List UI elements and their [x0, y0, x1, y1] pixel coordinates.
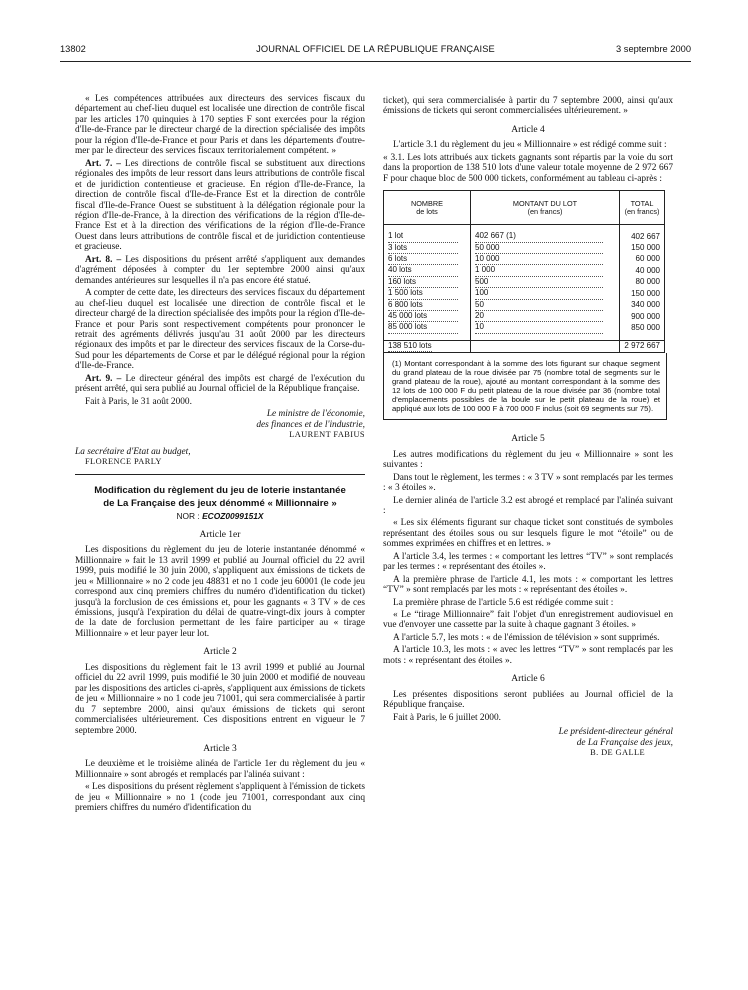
lot-count: 6 lots	[384, 254, 471, 265]
secretary-title: La secrétaire d'Etat au budget,	[75, 446, 191, 457]
article-8-text: Les dispositions du présent arrêté s'appliquent aux demandes d'agrément déposées à compter du 1er septembre 2000 ainsi qu'aux demandes antérieures sur lesquelles il n'a pas encore été statué.	[75, 254, 365, 286]
signature-title-line-2: des finances et de l'industrie,	[256, 419, 365, 430]
table-row	[384, 288, 665, 299]
signature-title-line-1: Le ministre de l'économie,	[266, 409, 365, 420]
total-lots: 138 510 lots	[384, 340, 471, 352]
section-divider	[75, 474, 365, 475]
table-row	[384, 322, 665, 333]
article-5-p1: Les autres modifications du règlement du jeu « Millionnaire » sont les suivantes :	[383, 449, 673, 471]
lot-count: 85 000 lots	[384, 322, 471, 333]
compter-paragraph: A compter de cette date, les directeurs des services fiscaux du département au chef-lieu duquel est localisée une direction de contrôle fiscal et le directeur chargé de la direction spécialisée des impôts pour la région d'Ile-de-France et pour Paris sont respectivement compétents pour prononcer le retrait des agréments délivrés jusqu'au 31 août 2000 par les directeurs régionaux des impôts et par le directeur des services fiscaux de la Corse-du-Sud pour les départements de Corse et par le délégué régional pour la région d'Ile-de-France.	[75, 288, 365, 372]
article-5-p7: La première phrase de l'article 5.6 est rédigée comme suit :	[393, 597, 614, 608]
lot-amount: 50 000	[471, 243, 620, 254]
article-8	[75, 255, 365, 286]
page-number: 13802	[60, 44, 86, 54]
article-5-p4: « Les six éléments figurant sur chaque ticket sont constitués de symboles représentant des étoiles sous ou sur lesquels figure le mot “étoile” ou de sommes exprimées en chiffres et en lettres. »	[383, 518, 673, 550]
left-column	[75, 94, 365, 816]
total-amount: 2 972 667	[620, 340, 665, 352]
issue-date: 3 septembre 2000	[616, 44, 691, 54]
article-7-label: Art. 7. –	[85, 158, 121, 169]
decree-title-line-2: de La Française des jeux dénommé « Millionnaire »	[103, 498, 337, 510]
lot-amount: 10	[471, 322, 620, 333]
article-2-title: Article 2	[203, 647, 237, 658]
lot-count: 1 lot	[384, 231, 471, 242]
lot-count: 40 lots	[384, 265, 471, 276]
article-4-title: Article 4	[511, 124, 545, 135]
nor-reference	[75, 511, 365, 521]
lot-total: 850 000	[631, 322, 660, 332]
table-row	[384, 311, 665, 322]
col-header-montant: MONTANT DU LOT (en francs)	[471, 191, 620, 225]
article-4-text: L'article 3.1 du règlement du jeu « Millionnaire » est rédigé comme suit :	[393, 140, 667, 151]
lot-amount: 100	[471, 288, 620, 299]
lot-amount: 500	[471, 277, 620, 288]
lot-total: 150 000	[631, 243, 660, 253]
article-5-p5: A l'article 3.4, les termes : « comportant les lettres “TV” » sont remplacés par les termes : « représentant des étoiles ».	[383, 551, 673, 573]
article-4-quote: « 3.1. Les lots attribués aux tickets gagnants sont répartis par la voie du sort dans la proportion de 138 510 lots d'une valeur totale moyenne de 2 972 667 F pour chaque bloc de 500 000 tickets, conformément au tableau ci-après :	[383, 152, 673, 184]
lot-count: 160 lots	[384, 277, 471, 288]
article-7-text: Les directions de contrôle fiscal se substituent aux directions régionales des impôts de leur ressort dans leurs attributions de contrôle fiscal et de juridiction contentieuse et gracieuse. En région d'Ile-de-France, la direction de contrôle fiscal d'Ile-de-France Est et la direction de contrôle fiscal d'Ile-de-France Ouest se substituent à la délégation régionale pour la région d'Ile-de-France, à la direction des vérifications de la région d'Ile-de-France Est et à la direction des vérifications de la région d'Ile-de-France Ouest dans leurs attributions de contrôle fiscal et de juridiction contentieuse et gracieuse.	[75, 158, 365, 253]
table-row	[384, 254, 665, 265]
signature-name-1: LAURENT FABIUS	[289, 430, 365, 440]
table-row	[384, 277, 665, 288]
table-row	[384, 265, 665, 276]
table-row	[384, 243, 665, 254]
article-7	[75, 159, 365, 253]
article-5-p8: « Le “tirage Millionnaire” fait l'objet d'un enregistrement audiovisuel en vue d'envoyer une cassette par la suite à chaque gagnant 3 étoiles. »	[383, 610, 673, 631]
nor-code: ECOZ0099151X	[202, 511, 264, 522]
fait-a-paris-2: Fait à Paris, le 6 juillet 2000.	[393, 712, 501, 723]
article-6-text: Les présentes dispositions seront publiées au Journal officiel de la République française.	[383, 689, 673, 711]
article-3-quote-continued: ticket), qui sera commercialisée à partir du 7 septembre 2000, ainsi qu'aux émissions de tickets qui seront commercialisées ultérieurement. »	[383, 96, 673, 117]
article-9	[75, 374, 365, 395]
lot-total: 340 000	[631, 300, 660, 310]
signature-2-title-line-2: de La Française des jeux,	[576, 737, 673, 748]
page-header	[60, 44, 691, 58]
col-header-nombre: NOMBRE de lots	[384, 191, 471, 225]
article-2-text: Les dispositions du règlement fait le 13 avril 1999 et publié au Journal officiel du 22 avril 1999, puis modifié le 30 juin 2000 et modifié de nouveau par les dispositions des articles ci-après, s'appliquent aux émissions de tickets de jeu « Millionnaire » no 1 code jeu 71001, qui sera commercialisée à partir du 7 septembre 2000, ainsi qu'aux émissions de tickets qui seront commercialisées ultérieurement. Ces dispositions entrent en vigueur le 7 septembre 2000.	[75, 662, 365, 736]
journal-title: JOURNAL OFFICIEL DE LA RÉPUBLIQUE FRANÇAISE	[256, 44, 495, 54]
nor-label: NOR :	[176, 511, 200, 522]
table-footnote: (1) Montant correspondant à la somme des lots figurant sur chaque segment du grand plateau de la roue divisée par 75 (nombre total de segments sur le grand plateau de la roue), ajouté au montant correspondant à la somme des 12 lots de 100 000 F du petit plateau de la roue divisée par 36 (nombre total d'emplacements possibles de la boule sur le petit plateau de la roue) et appliqué aux lots de 100 000 F à 700 000 F inclus (soit 69 segments sur 75).	[383, 353, 667, 420]
article-1-title: Article 1er	[199, 529, 241, 540]
lot-count: 3 lots	[384, 243, 471, 254]
right-column	[383, 96, 673, 763]
decree-title-line-1: Modification du règlement du jeu de loterie instantanée	[94, 485, 346, 497]
lot-total: 900 000	[631, 311, 660, 321]
signature-2-title-line-1: Le président-directeur général	[558, 727, 673, 738]
article-6-title: Article 6	[511, 674, 545, 685]
lot-amount: 20	[471, 311, 620, 322]
fait-a-paris-1: Fait à Paris, le 31 août 2000.	[85, 396, 192, 407]
table-row	[384, 231, 665, 242]
lot-count: 6 800 lots	[384, 300, 471, 311]
article-5-p10: A l'article 10.3, les mots : « avec les lettres “TV” » sont remplacés par les mots : « représentant des étoiles ».	[383, 645, 673, 666]
col-header-total: TOTAL (en francs)	[620, 191, 665, 225]
article-9-label: Art. 9. –	[85, 373, 122, 384]
article-3-quote: « Les dispositions du présent règlement s'appliquent à l'émission de tickets de jeu « Millionnaire » no 1 (code jeu 71001, correspondant aux cinq premiers chiffres du numéro d'identification du	[75, 782, 365, 814]
lot-count: 45 000 lots	[384, 311, 471, 322]
article-3-title: Article 3	[203, 744, 237, 755]
lot-total: 80 000	[635, 277, 660, 287]
article-3-text: Le deuxième et le troisième alinéa de l'article 1er du règlement du jeu « Millionnaire » sont abrogés et remplacés par l'alinéa suivant :	[75, 759, 365, 780]
lot-amount: 402 667 (1)	[471, 231, 620, 242]
competences-paragraph: « Les compétences attribuées aux directeurs des services fiscaux du département au chef-lieu duquel est localisée une direction de contrôle fiscal par les articles 170 quinquies à 170 septies F sont exercées pour la région d'Ile-de-France par le directeur chargé de la direction spécialisée des impôts pour la région d'Ile-de-France et pour Paris et dans les départements d'outre-mer par le directeur des services fiscaux territorialement compétent. »	[75, 94, 365, 157]
article-5-p9: A l'article 5.7, les mots : « de l'émission de télévision » sont supprimés.	[393, 632, 660, 643]
article-5-p3: Le dernier alinéa de l'article 3.2 est abrogé et remplacé par l'alinéa suivant :	[383, 495, 673, 516]
article-5-p6: A la première phrase de l'article 4.1, les mots : « comportant les lettres “TV” » sont remplacés par les mots : « représentant des étoiles ».	[383, 574, 673, 596]
header-rule	[60, 61, 691, 62]
table-row	[384, 300, 665, 311]
lot-amount: 1 000	[471, 265, 620, 276]
lot-total: 60 000	[635, 254, 660, 264]
lot-amount: 50	[471, 300, 620, 311]
article-5-title: Article 5	[511, 434, 545, 445]
lot-amount: 10 000	[471, 254, 620, 265]
lot-count: 1 500 lots	[384, 288, 471, 299]
lot-total: 40 000	[635, 265, 660, 275]
article-9-text: Le directeur général des impôts est chargé de l'exécution du présent arrêté, qui sera publié au Journal officiel de la République française.	[75, 373, 365, 395]
article-8-label: Art. 8. –	[85, 254, 122, 265]
lots-table	[383, 190, 665, 353]
table-total-row	[384, 340, 665, 352]
article-1-text: Les dispositions du règlement du jeu de loterie instantanée dénommé « Millionnaire » fait le 13 avril 1999 et publié au Journal officiel du 22 avril 1999, puis modifié le 30 juin 2000, s'appliquent aux émissions de tickets de jeu « Millionnaire » no 2 code jeu 48831 et no 1 code jeu 60001 (le code jeu correspond aux cinq premiers chiffres du numéro d'identification du ticket) jusqu'à la forclusion de ces émissions et, pour les gagnants « 3 TV » de ces émissions, jusqu'à l'expiration du délai de quatre-vingt-dix jours à compter de la date de forclusion permettant de les faire participer au « tirage Millionnaire » et leur payer leur lot.	[75, 545, 365, 639]
lot-total: 150 000	[631, 288, 660, 298]
article-5-p2: Dans tout le règlement, les termes : « 3 TV » sont remplacés par les termes : « 3 étoiles ».	[383, 472, 673, 494]
lot-total: 402 667	[631, 231, 660, 241]
signature-name-2: B. DE GALLE	[590, 748, 645, 758]
secretary-name: FLORENCE PARLY	[85, 456, 162, 466]
